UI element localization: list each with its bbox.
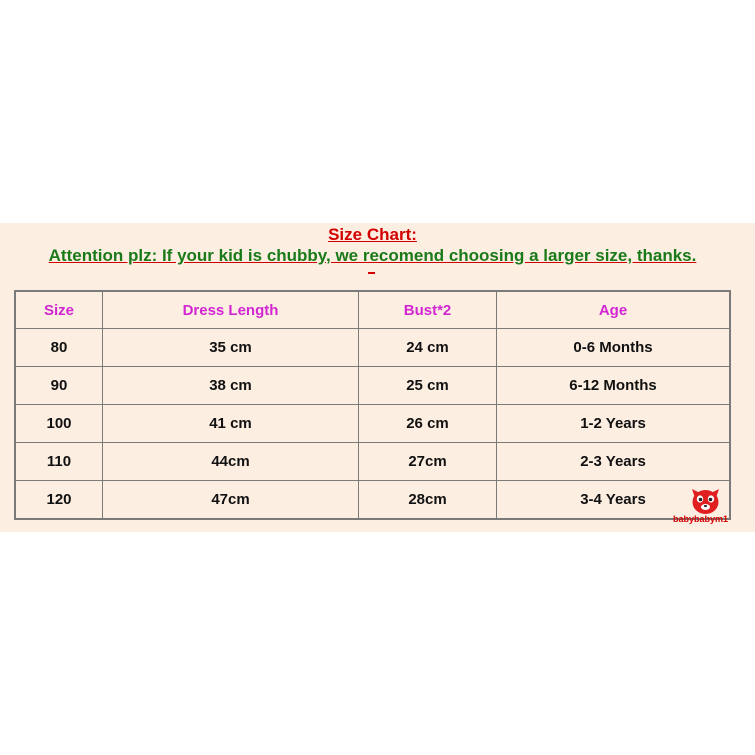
cell-dress-length: 38 cm (103, 367, 359, 405)
table-row (15, 481, 730, 520)
cell-age: 0-6 Months (497, 329, 731, 367)
cat-face-icon (689, 485, 722, 515)
cell-dress-length: 41 cm (103, 405, 359, 443)
cell-size: 120 (15, 481, 103, 520)
size-table (14, 290, 731, 520)
cell-dress-length: 35 cm (103, 329, 359, 367)
cell-bust: 24 cm (359, 329, 497, 367)
cell-age: 1-2 Years (497, 405, 731, 443)
size-chart-panel (0, 223, 755, 532)
column-header-size: Size (15, 291, 103, 329)
column-header-bust: Bust*2 (359, 291, 497, 329)
attention-note: Attention plz: If your kid is chubby, we recomend choosing a larger size, thanks. (48, 246, 697, 265)
column-header-age: Age (497, 291, 731, 329)
cell-size: 90 (15, 367, 103, 405)
cell-size: 100 (15, 405, 103, 443)
cell-bust: 28cm (359, 481, 497, 520)
table-header-row (15, 291, 730, 329)
cell-dress-length: 47cm (103, 481, 359, 520)
table-row (15, 405, 730, 443)
cell-age: 3-4 Years (497, 481, 731, 520)
column-header-dress-length: Dress Length (103, 291, 359, 329)
cell-bust: 25 cm (359, 367, 497, 405)
cell-size: 110 (15, 443, 103, 481)
divider-dash (368, 272, 375, 274)
table-row (15, 329, 730, 367)
size-chart-title: Size Chart: (328, 225, 417, 244)
shop-watermark: babybabym1 (673, 514, 729, 524)
cell-age: 6-12 Months (497, 367, 731, 405)
table-row (15, 367, 730, 405)
table-row (15, 443, 730, 481)
cell-age: 2-3 Years (497, 443, 731, 481)
cell-bust: 26 cm (359, 405, 497, 443)
cell-dress-length: 44cm (103, 443, 359, 481)
cell-size: 80 (15, 329, 103, 367)
cell-bust: 27cm (359, 443, 497, 481)
